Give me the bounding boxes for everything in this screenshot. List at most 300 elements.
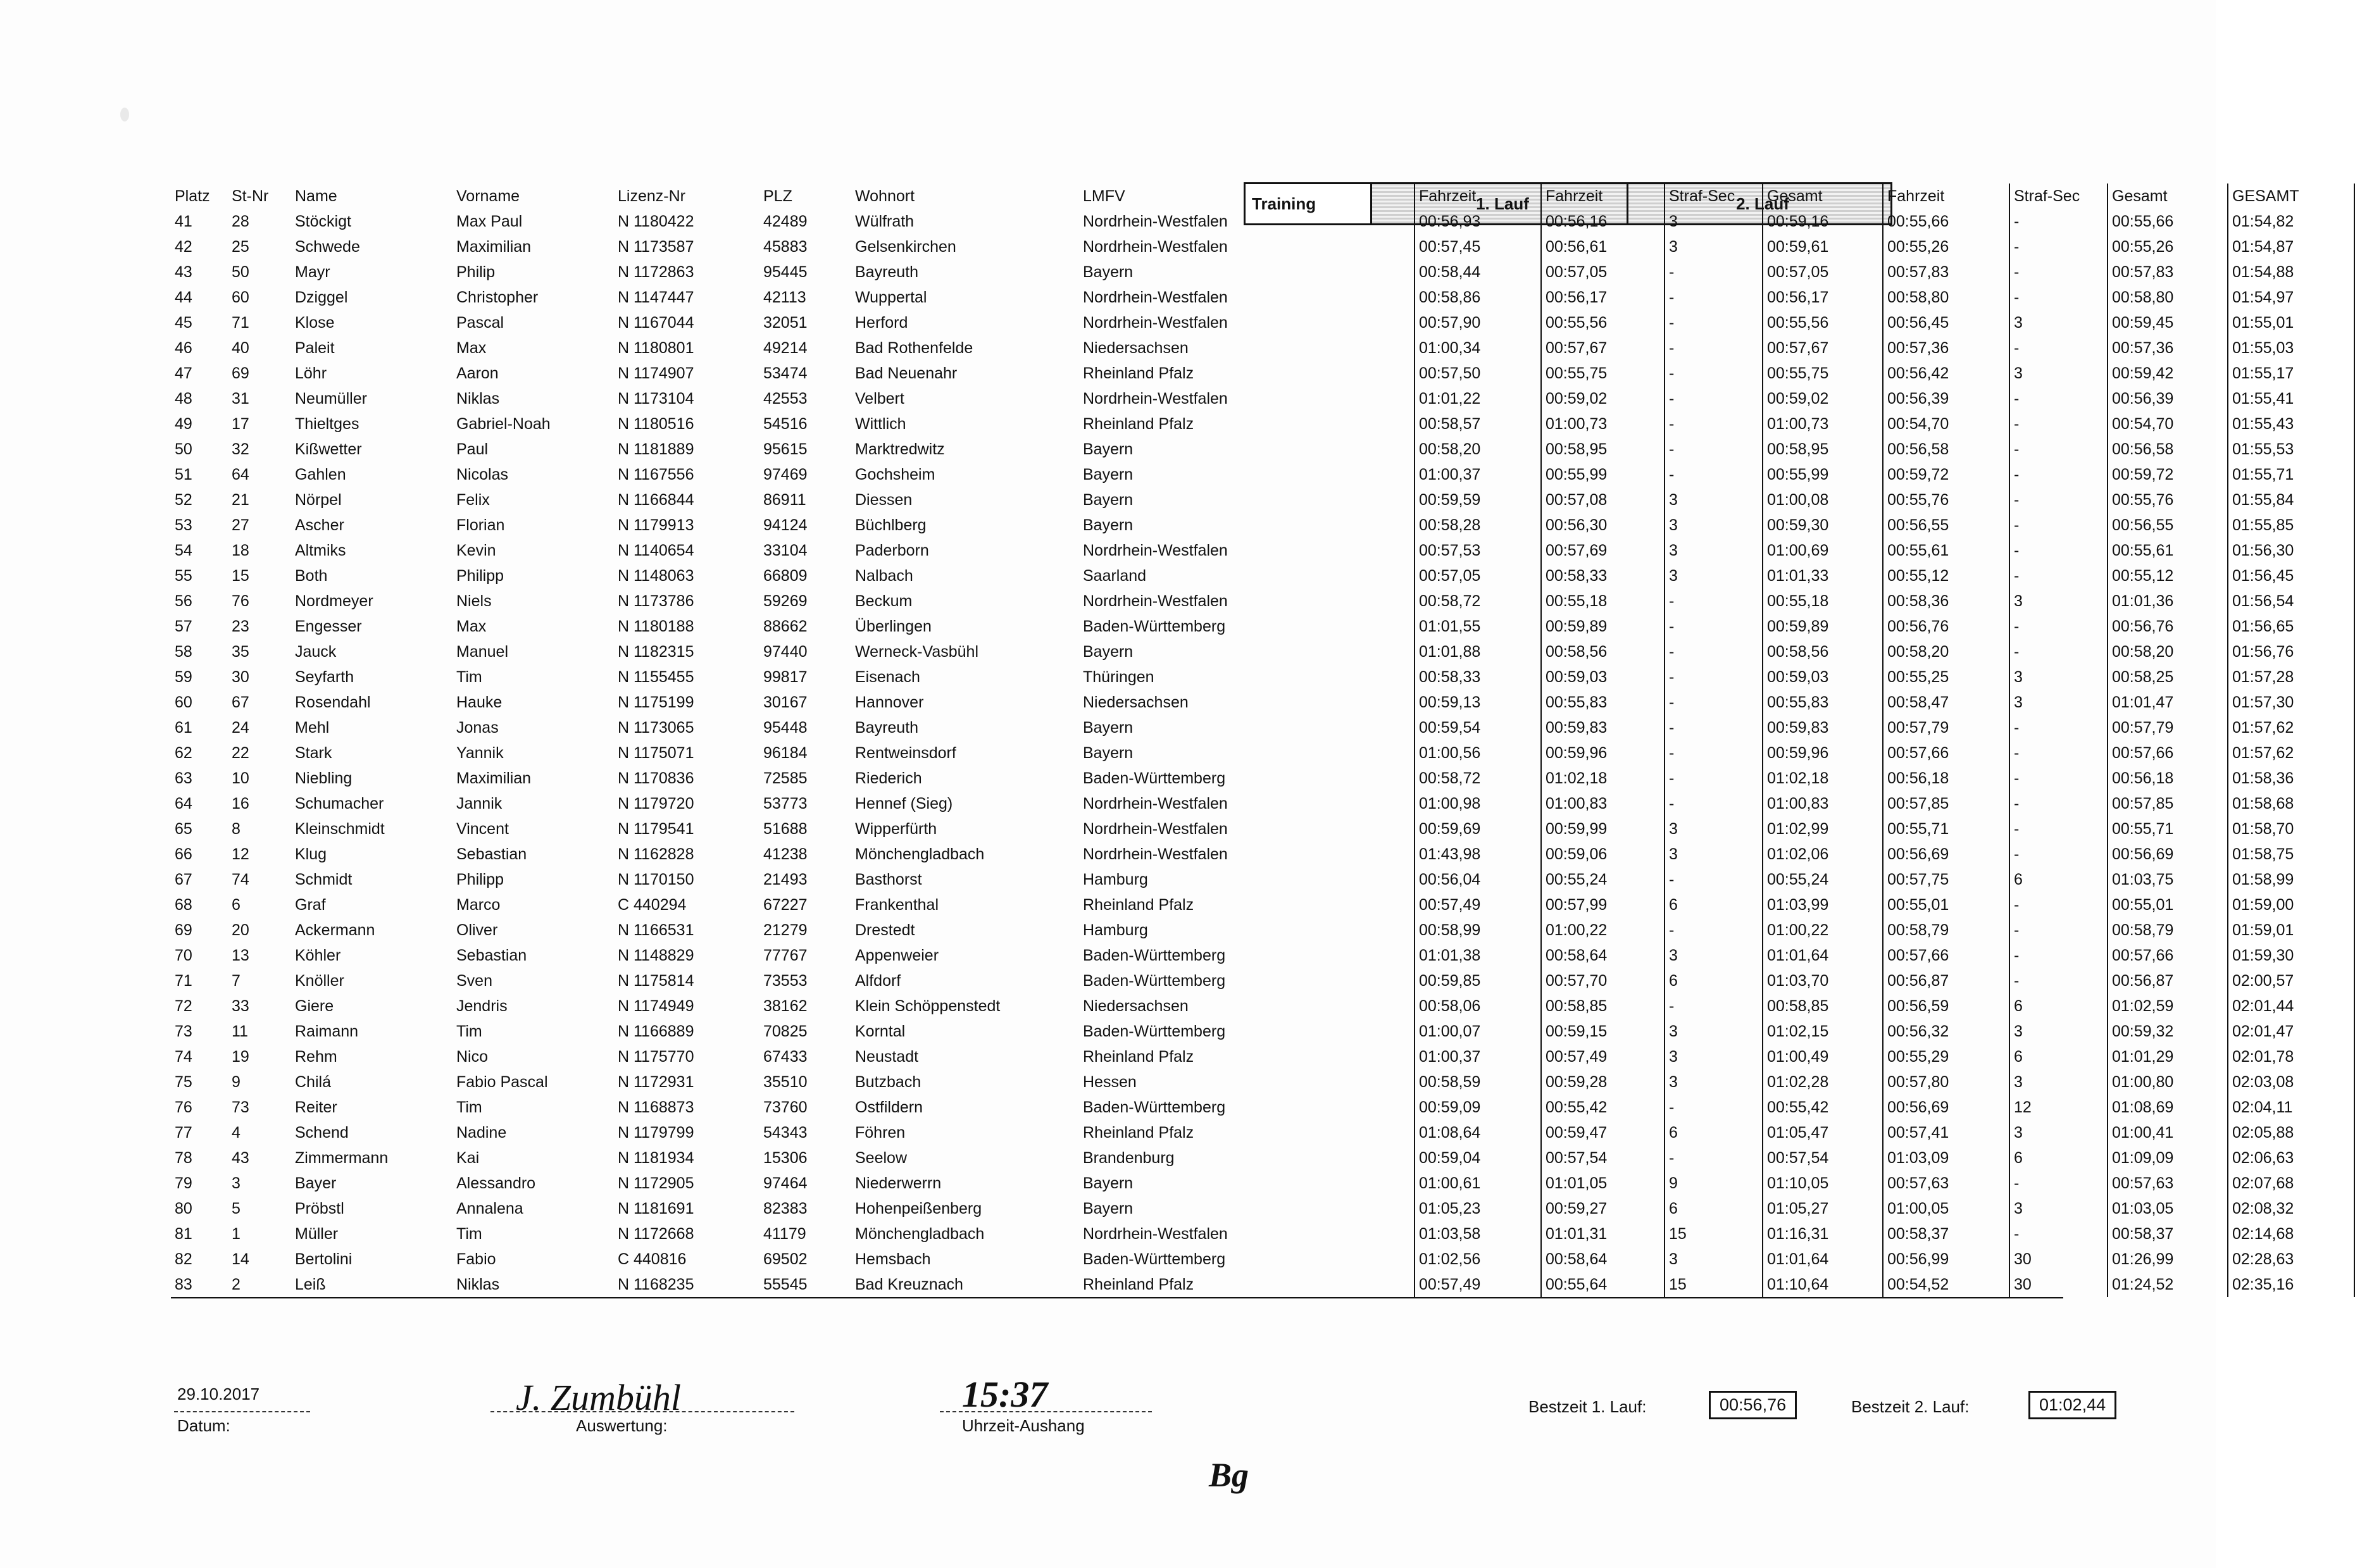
cell-3: Alessandro [456, 1174, 536, 1192]
cell-12: 00:55,25 [1883, 664, 2009, 690]
cell-1: 5 [232, 1200, 240, 1217]
cell-11: 01:00,22 [1763, 918, 1883, 943]
cell-0: 44 [175, 289, 192, 306]
cell-4: N 1170150 [618, 871, 694, 888]
cell-2: Nordmeyer [295, 592, 373, 610]
cell-9: 00:59,02 [1541, 386, 1665, 411]
cell-12: 00:57,85 [1883, 791, 2009, 816]
cell-0: 64 [175, 795, 192, 812]
uhrzeit-underline [940, 1411, 1152, 1412]
cell-7: Nordrhein-Westfalen [1083, 592, 1228, 610]
cell-8: 01:00,07 [1415, 1019, 1541, 1044]
cell-1: 3 [232, 1174, 240, 1192]
cell-10: 15 [1665, 1221, 1763, 1247]
cell-0: 42 [175, 238, 192, 256]
cell-14: 00:57,85 [2108, 791, 2228, 816]
cell-12: 00:56,76 [1883, 614, 2009, 639]
cell-4: N 1140654 [618, 542, 694, 559]
cell-11: 00:55,42 [1763, 1095, 1883, 1120]
table-row [171, 1019, 2354, 1044]
cell-14: 00:57,63 [2108, 1171, 2228, 1196]
cell-9: 00:56,61 [1541, 234, 1665, 259]
cell-11: 01:00,49 [1763, 1044, 1883, 1069]
cell-11: 01:05,47 [1763, 1120, 1883, 1145]
cell-10: - [1665, 766, 1763, 791]
cell-3: Max Paul [456, 213, 523, 230]
cell-4: N 1166844 [618, 491, 694, 509]
cell-15: 02:05,88 [2228, 1120, 2354, 1145]
table-row [171, 639, 2354, 664]
cell-0: 80 [175, 1200, 192, 1217]
cell-0: 82 [175, 1250, 192, 1268]
cell-5: 54516 [763, 415, 808, 433]
cell-2: Klose [295, 314, 335, 332]
cell-12: 00:58,80 [1883, 285, 2009, 310]
cell-15: 02:06,63 [2228, 1145, 2354, 1171]
cell-15: 02:35,16 [2228, 1272, 2354, 1297]
group-header-lauf1: 1. Lauf [1372, 184, 1628, 223]
table-row [171, 664, 2354, 690]
cell-13: - [2009, 1171, 2108, 1196]
cell-13: 12 [2009, 1095, 2108, 1120]
cell-1: 15 [232, 567, 249, 585]
cell-4: N 1155455 [618, 668, 694, 686]
cell-5: 88662 [763, 618, 808, 635]
cell-4: N 1182315 [618, 643, 694, 661]
cell-4: N 1166531 [618, 921, 694, 939]
cell-8: 00:58,72 [1415, 766, 1541, 791]
cell-15: 02:01,44 [2228, 993, 2354, 1019]
results-sheet [171, 184, 2299, 1297]
cell-14: 00:55,71 [2108, 816, 2228, 842]
cell-3: Niklas [456, 1276, 500, 1293]
cell-6: Velbert [855, 390, 904, 408]
cell-14: 01:01,29 [2108, 1044, 2228, 1069]
cell-10: 3 [1665, 513, 1763, 538]
cell-12: 00:56,39 [1883, 386, 2009, 411]
cell-4: N 1168873 [618, 1098, 694, 1116]
cell-14: 01:00,80 [2108, 1069, 2228, 1095]
col-gesamt: GESAMT [2228, 184, 2354, 209]
cell-8: 00:57,49 [1415, 1272, 1541, 1297]
cell-13: 3 [2009, 1196, 2108, 1221]
table-row [171, 1145, 2354, 1171]
cell-11: 01:05,27 [1763, 1196, 1883, 1221]
cell-5: 95615 [763, 440, 808, 458]
cell-8: 00:57,49 [1415, 892, 1541, 918]
cell-7: Hamburg [1083, 921, 1148, 939]
cell-6: Überlingen [855, 618, 932, 635]
cell-2: Löhr [295, 364, 327, 382]
footer-uhrzeit-label: Uhrzeit-Aushang [962, 1416, 1085, 1435]
cell-4: N 1167044 [618, 314, 694, 332]
cell-15: 01:57,28 [2228, 664, 2354, 690]
cell-7: Rheinland Pfalz [1083, 364, 1194, 382]
cell-4: N 1179799 [618, 1124, 694, 1142]
cell-6: Korntal [855, 1023, 906, 1040]
cell-12: 00:57,83 [1883, 259, 2009, 285]
cell-4: N 1172668 [618, 1225, 694, 1243]
cell-9: 00:57,70 [1541, 968, 1665, 993]
cell-3: Fabio Pascal [456, 1073, 548, 1091]
cell-5: 15306 [763, 1149, 808, 1167]
cell-7: Bayern [1083, 1200, 1134, 1217]
col-name: Name [295, 187, 337, 205]
cell-9: 00:59,03 [1541, 664, 1665, 690]
cell-0: 41 [175, 213, 192, 230]
cell-13: - [2009, 335, 2108, 361]
cell-5: 96184 [763, 744, 808, 762]
cell-4: N 1175071 [618, 744, 694, 762]
cell-0: 54 [175, 542, 192, 559]
cell-4: N 1173786 [618, 592, 694, 610]
cell-11: 00:59,30 [1763, 513, 1883, 538]
cell-14: 01:02,59 [2108, 993, 2228, 1019]
cell-5: 45883 [763, 238, 808, 256]
cell-0: 63 [175, 769, 192, 787]
cell-14: 00:58,80 [2108, 285, 2228, 310]
cell-14: 00:57,66 [2108, 740, 2228, 766]
cell-15: 01:54,97 [2228, 285, 2354, 310]
cell-11: 00:59,02 [1763, 386, 1883, 411]
cell-0: 59 [175, 668, 192, 686]
cell-6: Appenweier [855, 947, 939, 964]
cell-8: 00:59,04 [1415, 1145, 1541, 1171]
cell-11: 01:00,73 [1763, 411, 1883, 437]
cell-8: 01:00,34 [1415, 335, 1541, 361]
cell-2: Schumacher [295, 795, 384, 812]
table-row [171, 285, 2354, 310]
cell-13: - [2009, 462, 2108, 487]
cell-10: 6 [1665, 892, 1763, 918]
cell-5: 97469 [763, 466, 808, 483]
table-row [171, 1120, 2354, 1145]
cell-15: 01:58,36 [2228, 766, 2354, 791]
cell-12: 00:56,55 [1883, 513, 2009, 538]
cell-14: 01:24,52 [2108, 1272, 2228, 1297]
cell-15: 01:56,45 [2228, 563, 2354, 588]
cell-14: 00:55,61 [2108, 538, 2228, 563]
cell-4: N 1173587 [618, 238, 694, 256]
cell-2: Nörpel [295, 491, 342, 509]
cell-11: 00:56,17 [1763, 285, 1883, 310]
cell-11: 01:00,83 [1763, 791, 1883, 816]
auswertung-underline [490, 1411, 794, 1412]
cell-7: Baden-Württemberg [1083, 947, 1226, 964]
cell-6: Frankenthal [855, 896, 939, 914]
cell-11: 01:03,99 [1763, 892, 1883, 918]
cell-3: Annalena [456, 1200, 523, 1217]
cell-11: 01:01,33 [1763, 563, 1883, 588]
cell-6: Bayreuth [855, 263, 919, 281]
cell-15: 02:07,68 [2228, 1171, 2354, 1196]
cell-8: 01:00,61 [1415, 1171, 1541, 1196]
col-lmfv: LMFV [1083, 187, 1125, 205]
cell-10: 3 [1665, 842, 1763, 867]
table-row [171, 1171, 2354, 1196]
cell-4: N 1179913 [618, 516, 694, 534]
cell-2: Pröbstl [295, 1200, 344, 1217]
cell-10: - [1665, 386, 1763, 411]
cell-12: 00:55,29 [1883, 1044, 2009, 1069]
table-row [171, 335, 2354, 361]
cell-6: Wipperfürth [855, 820, 937, 838]
cell-4: N 1175770 [618, 1048, 694, 1066]
cell-14: 01:09,09 [2108, 1145, 2228, 1171]
cell-12: 00:56,18 [1883, 766, 2009, 791]
cell-14: 00:58,37 [2108, 1221, 2228, 1247]
cell-3: Christopher [456, 289, 539, 306]
cell-14: 00:55,01 [2108, 892, 2228, 918]
cell-4: N 1174907 [618, 364, 694, 382]
table-row [171, 867, 2354, 892]
cell-9: 00:55,18 [1541, 588, 1665, 614]
cell-13: 3 [2009, 1069, 2108, 1095]
cell-8: 01:01,22 [1415, 386, 1541, 411]
cell-15: 01:58,68 [2228, 791, 2354, 816]
cell-4: N 1172931 [618, 1073, 694, 1091]
cell-7: Hamburg [1083, 871, 1148, 888]
cell-13: - [2009, 513, 2108, 538]
cell-14: 01:03,05 [2108, 1196, 2228, 1221]
cell-11: 01:02,06 [1763, 842, 1883, 867]
cell-8: 01:08,64 [1415, 1120, 1541, 1145]
cell-13: 30 [2009, 1247, 2108, 1272]
cell-4: N 1167556 [618, 466, 694, 483]
cell-15: 01:56,65 [2228, 614, 2354, 639]
cell-4: N 1180422 [618, 213, 694, 230]
cell-7: Bayern [1083, 719, 1134, 737]
cell-1: 60 [232, 289, 249, 306]
cell-7: Niedersachsen [1083, 339, 1189, 357]
cell-15: 02:00,57 [2228, 968, 2354, 993]
cell-1: 21 [232, 491, 249, 509]
cell-7: Niedersachsen [1083, 694, 1189, 711]
table-row [171, 209, 2354, 234]
cell-2: Klug [295, 845, 327, 863]
cell-0: 47 [175, 364, 192, 382]
cell-9: 00:55,75 [1541, 361, 1665, 386]
cell-12: 00:54,70 [1883, 411, 2009, 437]
cell-12: 00:57,80 [1883, 1069, 2009, 1095]
cell-1: 11 [232, 1023, 248, 1040]
cell-6: Mönchengladbach [855, 845, 985, 863]
cell-5: 41238 [763, 845, 808, 863]
cell-12: 00:57,41 [1883, 1120, 2009, 1145]
cell-11: 00:59,61 [1763, 234, 1883, 259]
cell-9: 00:57,54 [1541, 1145, 1665, 1171]
cell-3: Sven [456, 972, 492, 990]
cell-2: Mehl [295, 719, 330, 737]
cell-5: 53773 [763, 795, 808, 812]
cell-5: 95445 [763, 263, 808, 281]
cell-7: Brandenburg [1083, 1149, 1175, 1167]
cell-11: 01:16,31 [1763, 1221, 1883, 1247]
cell-6: Bayreuth [855, 719, 919, 737]
cell-6: Hennef (Sieg) [855, 795, 953, 812]
cell-0: 68 [175, 896, 192, 914]
cell-5: 69502 [763, 1250, 808, 1268]
bestzeit2-label: Bestzeit 2. Lauf: [1851, 1397, 1970, 1416]
cell-11: 00:57,54 [1763, 1145, 1883, 1171]
cell-14: 00:55,66 [2108, 209, 2228, 234]
cell-11: 00:55,18 [1763, 588, 1883, 614]
uhrzeit-handwritten-value: 15:37 [962, 1374, 1048, 1415]
cell-2: Ascher [295, 516, 344, 534]
table-row [171, 513, 2354, 538]
cell-14: 00:59,72 [2108, 462, 2228, 487]
table-row [171, 918, 2354, 943]
cell-0: 43 [175, 263, 192, 281]
cell-5: 82383 [763, 1200, 808, 1217]
cell-13: - [2009, 816, 2108, 842]
cell-11: 00:59,83 [1763, 715, 1883, 740]
cell-10: - [1665, 437, 1763, 462]
cell-3: Tim [456, 668, 482, 686]
cell-2: Bertolini [295, 1250, 353, 1268]
cell-14: 00:56,58 [2108, 437, 2228, 462]
cell-7: Hessen [1083, 1073, 1137, 1091]
cell-7: Bayern [1083, 466, 1134, 483]
cell-14: 00:55,76 [2108, 487, 2228, 513]
cell-1: 17 [232, 415, 249, 433]
cell-2: Niebling [295, 769, 353, 787]
cell-11: 01:01,64 [1763, 943, 1883, 968]
cell-12: 00:58,20 [1883, 639, 2009, 664]
cell-5: 21279 [763, 921, 808, 939]
cell-5: 95448 [763, 719, 808, 737]
table-row [171, 588, 2354, 614]
cell-4: N 1173065 [618, 719, 694, 737]
cell-10: - [1665, 639, 1763, 664]
cell-13: 30 [2009, 1272, 2108, 1297]
cell-15: 01:55,01 [2228, 310, 2354, 335]
cell-14: 00:57,36 [2108, 335, 2228, 361]
cell-8: 00:58,28 [1415, 513, 1541, 538]
cell-4: N 1172905 [618, 1174, 694, 1192]
cell-7: Rheinland Pfalz [1083, 1048, 1194, 1066]
cell-5: 33104 [763, 542, 808, 559]
table-row [171, 361, 2354, 386]
cell-3: Niels [456, 592, 492, 610]
cell-10: 3 [1665, 816, 1763, 842]
cell-0: 51 [175, 466, 192, 483]
cell-14: 00:56,18 [2108, 766, 2228, 791]
cell-11: 00:55,99 [1763, 462, 1883, 487]
cell-4: N 1181934 [618, 1149, 694, 1167]
cell-0: 56 [175, 592, 192, 610]
table-row [171, 234, 2354, 259]
cell-4: N 1180516 [618, 415, 694, 433]
cell-5: 67433 [763, 1048, 808, 1066]
col-platz: Platz [175, 187, 210, 205]
table-row [171, 411, 2354, 437]
cell-12: 00:56,99 [1883, 1247, 2009, 1272]
cell-10: 6 [1665, 968, 1763, 993]
cell-15: 01:57,62 [2228, 715, 2354, 740]
cell-9: 00:58,85 [1541, 993, 1665, 1019]
table-row [171, 1221, 2354, 1247]
cell-12: 01:00,05 [1883, 1196, 2009, 1221]
col-plz: PLZ [763, 187, 792, 205]
table-row [171, 259, 2354, 285]
cell-4: N 1172863 [618, 263, 694, 281]
table-row [171, 310, 2354, 335]
cell-7: Nordrhein-Westfalen [1083, 289, 1228, 306]
cell-12: 00:56,59 [1883, 993, 2009, 1019]
cell-9: 00:59,83 [1541, 715, 1665, 740]
table-row [171, 766, 2354, 791]
cell-7: Bayern [1083, 1174, 1134, 1192]
cell-7: Rheinland Pfalz [1083, 1124, 1194, 1142]
cell-4: N 1180801 [618, 339, 694, 357]
cell-12: 00:55,71 [1883, 816, 2009, 842]
cell-13: - [2009, 639, 2108, 664]
cell-8: 00:58,33 [1415, 664, 1541, 690]
cell-7: Rheinland Pfalz [1083, 1276, 1194, 1293]
col-lauf1-gesamt: Gesamt [1763, 184, 1883, 209]
cell-15: 01:55,17 [2228, 361, 2354, 386]
cell-14: 00:59,45 [2108, 310, 2228, 335]
cell-0: 61 [175, 719, 192, 737]
table-row [171, 437, 2354, 462]
cell-13: 3 [2009, 690, 2108, 715]
cell-10: 3 [1665, 209, 1763, 234]
scan-artifact [120, 108, 129, 121]
cell-14: 00:57,79 [2108, 715, 2228, 740]
cell-8: 00:59,69 [1415, 816, 1541, 842]
cell-1: 22 [232, 744, 249, 762]
cell-1: 69 [232, 364, 249, 382]
table-row [171, 386, 2354, 411]
cell-5: 32051 [763, 314, 808, 332]
cell-15: 01:55,85 [2228, 513, 2354, 538]
cell-6: Marktredwitz [855, 440, 945, 458]
cell-3: Marco [456, 896, 501, 914]
cell-7: Saarland [1083, 567, 1147, 585]
cell-0: 48 [175, 390, 192, 408]
cell-12: 00:58,79 [1883, 918, 2009, 943]
cell-8: 01:02,56 [1415, 1247, 1541, 1272]
cell-1: 10 [232, 769, 249, 787]
cell-13: - [2009, 234, 2108, 259]
cell-9: 00:55,42 [1541, 1095, 1665, 1120]
cell-2: Stark [295, 744, 332, 762]
cell-1: 23 [232, 618, 249, 635]
cell-8: 00:57,05 [1415, 563, 1541, 588]
cell-13: - [2009, 437, 2108, 462]
cell-0: 72 [175, 997, 192, 1015]
cell-9: 01:01,31 [1541, 1221, 1665, 1247]
cell-13: - [2009, 411, 2108, 437]
table-row [171, 1044, 2354, 1069]
date-underline [174, 1411, 310, 1412]
cell-5: 97464 [763, 1174, 808, 1192]
cell-9: 00:55,99 [1541, 462, 1665, 487]
cell-7: Baden-Württemberg [1083, 769, 1226, 787]
cell-7: Bayern [1083, 744, 1134, 762]
cell-3: Tim [456, 1225, 482, 1243]
footer-date-value: 29.10.2017 [177, 1384, 260, 1403]
cell-9: 00:59,89 [1541, 614, 1665, 639]
cell-7: Nordrhein-Westfalen [1083, 542, 1228, 559]
cell-10: 3 [1665, 1044, 1763, 1069]
cell-3: Jannik [456, 795, 503, 812]
table-row [171, 968, 2354, 993]
cell-14: 00:56,55 [2108, 513, 2228, 538]
cell-3: Oliver [456, 921, 498, 939]
cell-6: Bad Rothenfelde [855, 339, 973, 357]
